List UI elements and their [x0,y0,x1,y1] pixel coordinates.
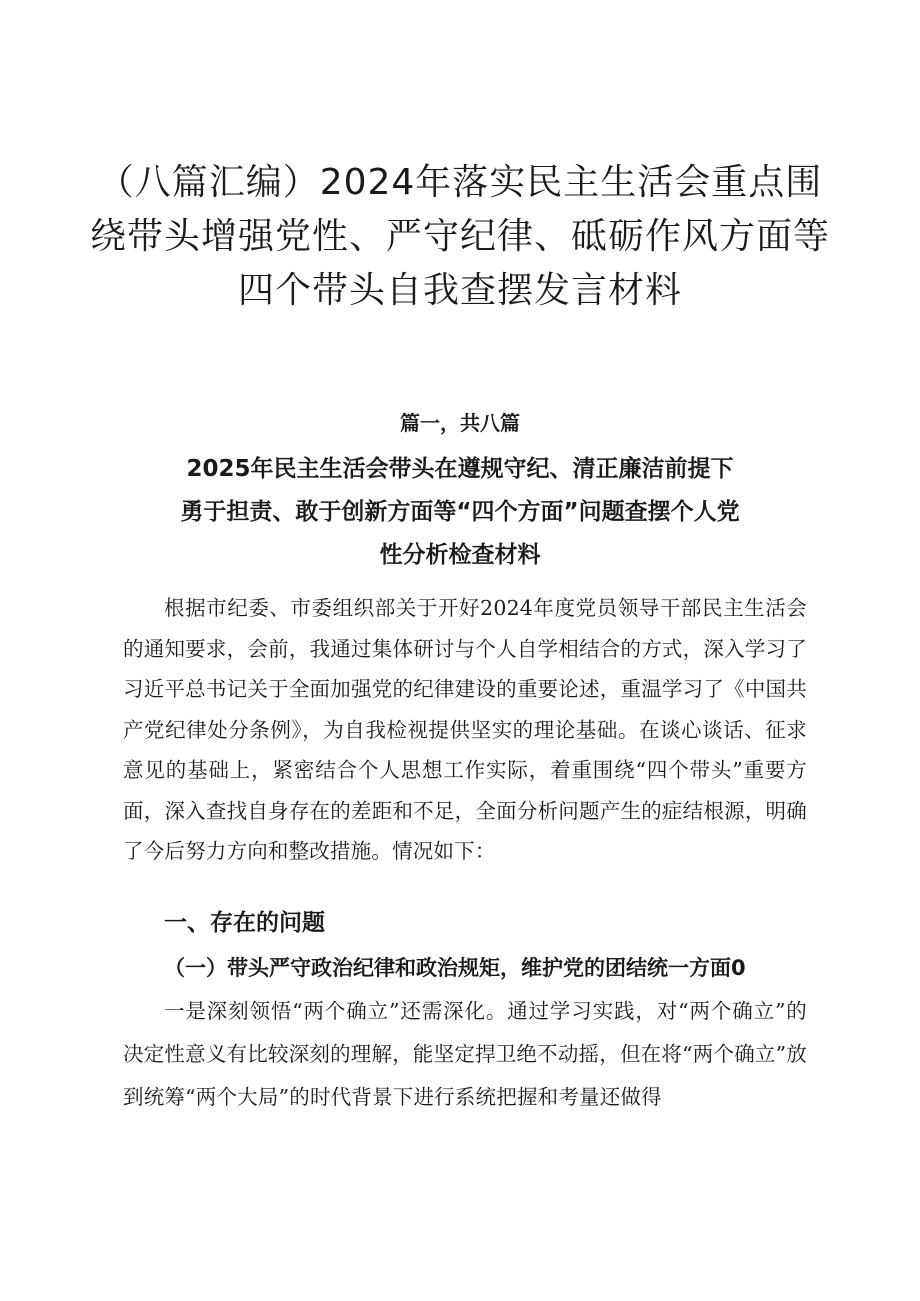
title-line: 绕带头增强党性、严守纪律、砥砺作风方面等 [89,216,830,257]
document-title [60,156,860,318]
subtitle-line: 性分析检查材料 [379,542,541,568]
point-paragraph: 一是深刻领悟“两个确立”还需深化。通过学习实践，对“两个确立”的决定性意义有比较深刻的理解，能坚定捍卫绝不动摇，但在将“两个确立”放到统筹“两个大局”的时代背景下进行系统把握和考量还做得 [123,999,807,1109]
title-line: 四个带头自我查摆发言材料 [237,270,682,311]
heading-existing-problems: 一、存在的问题 [164,910,325,936]
section-subtitle [100,448,820,577]
intro-paragraph: 根据市纪委、市委组织部关于开好2024年度党员领导干部民主生活会的通知要求，会前，我通过集体研讨与个人自学相结合的方式，深入学习了习近平总书记关于全面加强党的纪律建设的重要论述，重温学习了《中国共产党纪律处分条例》，为自我检视提供坚实的理论基础。在谈心谈话、征求意见的基础上，紧密结合个人思想工作实际，着重围绕“四个带头”重要方面，深入查找自身存在的差距和不足，全面分析问题产生的症结根源，明确了今后努力方向和整改措施。情况如下： [123,596,807,863]
title-line: （八篇汇编）2024年落实民主生活会重点围 [97,162,823,203]
heading-political-discipline: （一）带头严守政治纪律和政治规矩，维护党的团结统一方面0 [164,956,746,980]
section-label: 篇一，共八篇 [400,411,520,435]
subtitle-line: 勇于担责、敢于创新方面等“四个方面”问题查摆个人党 [180,499,740,525]
subtitle-line: 2025年民主生活会带头在遵规守纪、清正廉洁前提下 [186,456,734,482]
